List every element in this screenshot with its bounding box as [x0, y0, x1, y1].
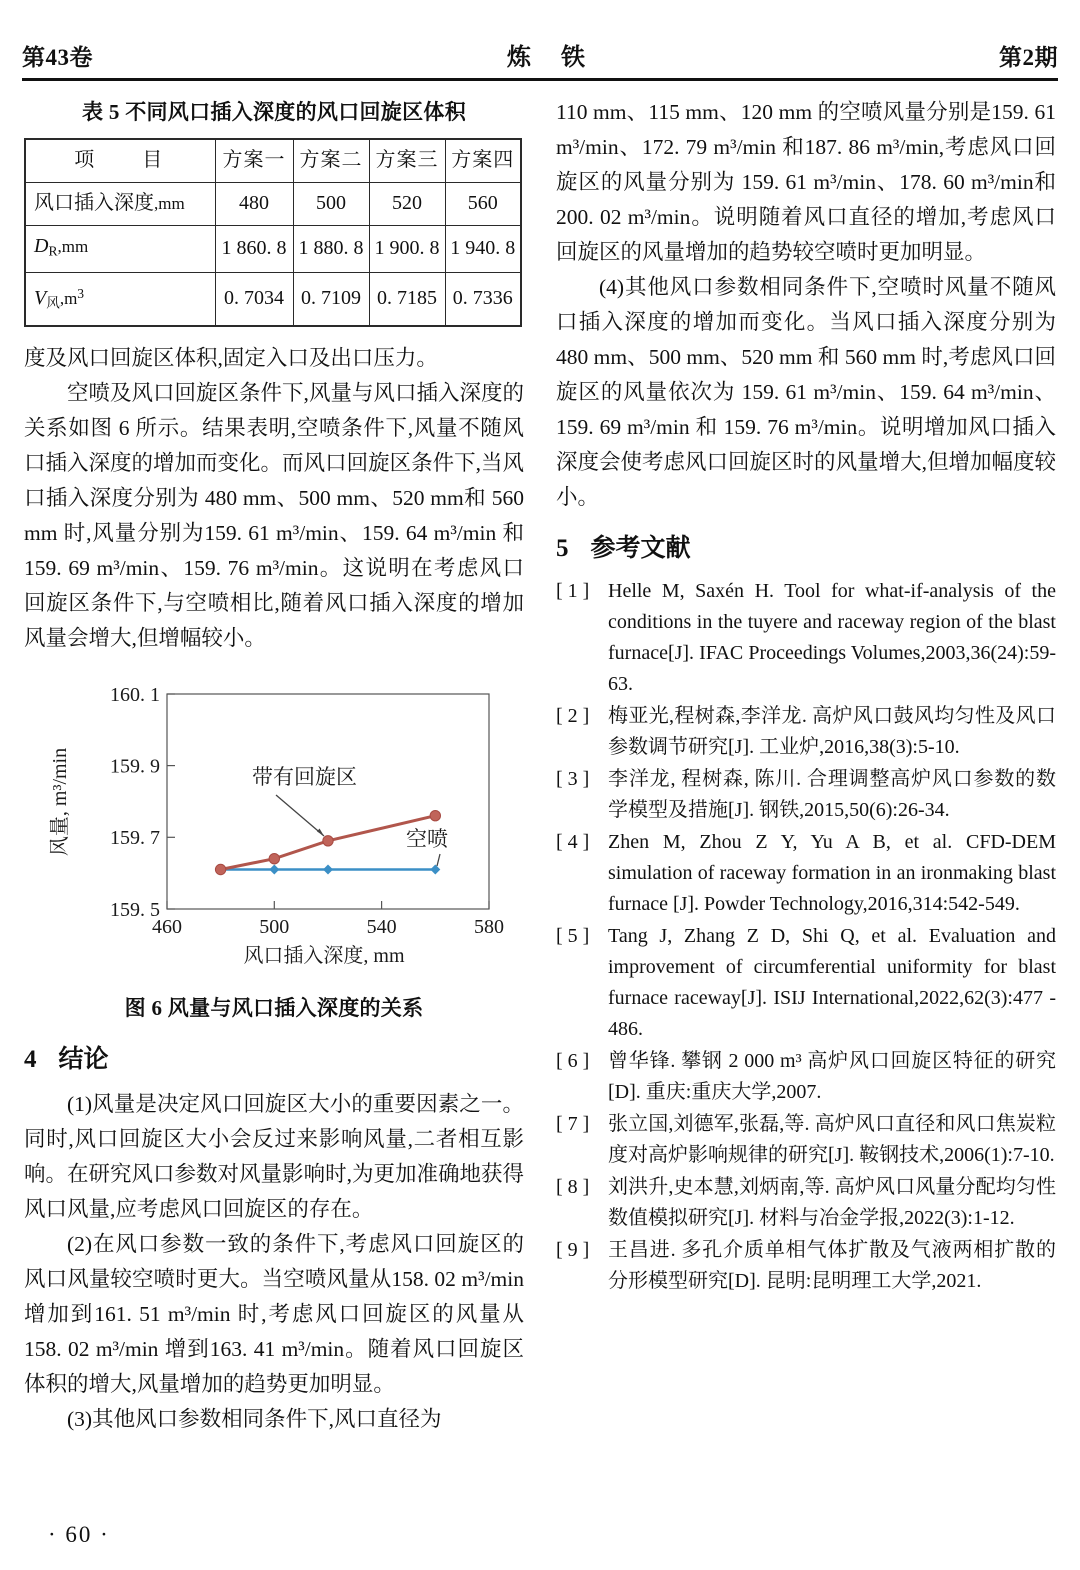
x-tick-2: 540 — [366, 915, 397, 938]
table-row-header — [25, 139, 521, 183]
chart-y-axis-label: 风量, m³/min — [49, 747, 71, 857]
list-item — [556, 576, 1056, 700]
table-cell: 1 900. 8 — [369, 226, 445, 273]
figure6 — [24, 674, 524, 1026]
reference-text: 梅亚光,程树森,李洋龙. 高炉风口鼓风均匀性及风口参数调节研究[J]. 工业炉,2016,38(3):5-10. — [608, 705, 1056, 758]
conclusion-item-4: (4)其他风口参数相同条件下,空喷时风量不随风口插入深度的增加而变化。当风口插入深度分别为 480 mm、500 mm、520 mm 和 560 mm 时,考虑风口回旋区的风量依次为 159. 61 m³/min、159. 64 m³/min、159. 69 m³/min 和 159. 76 m³/min。说明增加风口插入深度会使考虑风口回旋区时的风量增大,但增加幅度较小。 — [556, 275, 1056, 509]
page-number: · 60 · — [48, 1522, 110, 1547]
paragraph-continued-right: 110 mm、115 mm、120 mm 的空喷风量分别是159. 61 m³/min、172. 79 m³/min 和187. 86 m³/min,考虑风口回旋区的风量分别为 159. 61 m³/min、178. 60 m³/min和200. 02 m³/min。说明随着风口直径的增加,考虑风口回旋区的风量增加的趋势较空喷时更加明显。 — [556, 100, 1056, 264]
section-number: 4 — [24, 1045, 37, 1073]
list-item — [556, 921, 1056, 1045]
reference-text: 李洋龙, 程树森, 陈川. 合理调整高炉风口参数的数学模型及措施[J]. 钢铁,2015,50(6):26-34. — [608, 768, 1056, 821]
reference-text: 张立国,刘德军,张磊,等. 高炉风口直径和风口焦炭粒度对高炉影响规律的研究[J]. 鞍钢技术,2006(1):7-10. — [608, 1113, 1056, 1166]
table-cell: 0. 7034 — [215, 273, 293, 326]
table5 — [24, 138, 522, 327]
paragraph-figure6-intro: 空喷及风口回旋区条件下,风量与风口插入深度的关系如图 6 所示。结果表明,空喷条件下,风量不随风口插入深度的增加而变化。而风口回旋区条件下,当风口插入深度分别为 480 mm、500 mm、520 mm和 560 mm 时,风量分别为159. 61 m³/min、159. 64 m³/min 和159. 69 m³/min、159. 76 m³/min。这说明在考虑风口回旋区条件下,与空喷相比,随着风口插入深度的增加风量会增大,但增幅较小。 — [24, 380, 524, 650]
references-title: 参考文献 — [590, 535, 691, 562]
x-tick-1: 500 — [259, 915, 290, 938]
conclusion-item-2: (2)在风口参数一致的条件下,考虑风口回旋区的风口风量较空喷时更大。当空喷风量从158. 02 m³/min增加到161. 51 m³/min 时,考虑风口回旋区的风量从158. 02 m³/min 增到163. 41 m³/min。随着风口回旋区体积的增大,风量增加的趋势更加明显。 — [24, 1231, 524, 1396]
table-row-label-1: $D_R,mm$ — [25, 226, 215, 273]
table-cell: 560 — [445, 183, 521, 226]
reference-tag: [ 2 ] — [556, 705, 590, 727]
chart-x-axis-label: 风口插入深度, mm — [243, 944, 405, 967]
list-item — [556, 1172, 1056, 1234]
reference-text: 刘洪升,史本慧,刘炳南,等. 高炉风口风量分配均匀性数值模拟研究[J]. 材料与冶金学报,2022(3):1-12. — [608, 1176, 1056, 1229]
chart-x-ticklabels — [152, 916, 504, 938]
table-cell: 1 860. 8 — [215, 226, 293, 273]
right-column — [556, 95, 1056, 1298]
reference-tag: [ 9 ] — [556, 1239, 590, 1261]
list-item — [556, 1046, 1056, 1108]
table-cell: 500 — [293, 183, 369, 226]
y-tick-1: 159. 7 — [110, 826, 160, 849]
table-cell: 480 — [215, 183, 293, 226]
reference-tag: [ 1 ] — [556, 580, 590, 602]
reference-text: 王昌进. 多孔介质单相气体扩散及气液两相扩散的分形模型研究[D]. 昆明:昆明理工大学,2021. — [608, 1239, 1056, 1292]
section-heading-conclusion — [24, 1042, 524, 1077]
table-header-col-2: 方案三 — [369, 139, 445, 183]
conclusion-item-3: (3)其他风口参数相同条件下,风口直径为 — [67, 1406, 442, 1431]
journal-title: 炼 铁 — [507, 45, 597, 71]
table-header-item: 项 目 — [25, 139, 215, 183]
table-header-col-0: 方案一 — [215, 139, 293, 183]
header-rule — [22, 78, 1058, 81]
x-tick-3: 580 — [474, 915, 504, 938]
table-cell: 0. 7185 — [369, 273, 445, 326]
reference-text: Zhen M, Zhou Z Y, Yu A B, et al. CFD-DEM simulation of raceway formation in an ironmaking blast furnace [J]. Powder Technology,2016,314:542-549. — [608, 831, 1056, 915]
reference-tag: [ 6 ] — [556, 1050, 590, 1072]
chart-annotation-kongpen: 空喷 — [406, 826, 448, 851]
figure6-chart — [24, 674, 524, 974]
table-row-label-2: $V_风,m^3$ — [25, 273, 215, 326]
reference-tag: [ 8 ] — [556, 1176, 590, 1198]
left-column — [24, 95, 524, 1437]
list-item — [556, 764, 1056, 826]
table-header-col-3: 方案四 — [445, 139, 521, 183]
table-row — [25, 183, 521, 226]
reference-tag: [ 3 ] — [556, 768, 590, 790]
table-header-col-1: 方案二 — [293, 139, 369, 183]
table5-caption: 表 5 不同风口插入深度的风口回旋区体积 — [82, 100, 466, 124]
chart-y-ticklabels — [110, 684, 160, 921]
y-tick-0: 159. 5 — [110, 898, 160, 921]
paragraph-continued: 度及风口回旋区体积,固定入口及出口压力。 — [24, 345, 438, 370]
figure6-caption: 图 6 风量与风口插入深度的关系 — [124, 995, 424, 1020]
reference-list — [556, 576, 1056, 1297]
volume-label: 第43卷 — [22, 45, 93, 70]
table-cell: 1 940. 8 — [445, 226, 521, 273]
running-head — [22, 34, 1058, 72]
list-item — [556, 1235, 1056, 1297]
table-row-label-0: 风口插入深度,mm — [25, 183, 215, 226]
table-cell: 0. 7109 — [293, 273, 369, 326]
section-title: 结论 — [58, 1045, 109, 1073]
list-item — [556, 827, 1056, 920]
table-cell: 0. 7336 — [445, 273, 521, 326]
reference-text: Tang J, Zhang Z D, Shi Q, et al. Evaluation and improvement of circumferential uniformity for blast furnace raceway[J]. ISIJ International,2022,62(3):477 - 486. — [608, 925, 1056, 1040]
reference-tag: [ 5 ] — [556, 925, 590, 947]
chart-annotation-raceway: 带有回旋区 — [252, 764, 357, 789]
list-item — [556, 1109, 1056, 1171]
list-item — [556, 701, 1056, 763]
table-cell: 520 — [369, 183, 445, 226]
y-tick-2: 159. 9 — [110, 755, 160, 778]
section-heading-references — [556, 531, 1056, 566]
y-tick-3: 160. 1 — [110, 683, 160, 706]
reference-tag: [ 7 ] — [556, 1113, 590, 1135]
references-number: 5 — [556, 535, 569, 562]
reference-text: 曾华锋. 攀钢 2 000 m³ 高炉风口回旋区特征的研究[D]. 重庆:重庆大学,2007. — [608, 1050, 1056, 1103]
table-row — [25, 226, 521, 273]
issue-label: 第2期 — [999, 45, 1058, 70]
table-row — [25, 273, 521, 326]
table-cell: 1 880. 8 — [293, 226, 369, 273]
reference-text: Helle M, Saxén H. Tool for what-if-analysis of the conditions in the tuyere and raceway region of the blast furnace[J]. IFAC Proceedings Volumes,2003,36(24):59-63. — [608, 580, 1056, 695]
conclusion-item-1: (1)风量是决定风口回旋区大小的重要因素之一。同时,风口回旋区大小会反过来影响风量,二者相互影响。在研究风口参数对风量影响时,为更加准确地获得风口风量,应考虑风口回旋区的存在。 — [24, 1091, 524, 1221]
reference-tag: [ 4 ] — [556, 831, 590, 853]
chart-plot-frame — [167, 694, 489, 909]
x-tick-0: 460 — [152, 915, 182, 938]
